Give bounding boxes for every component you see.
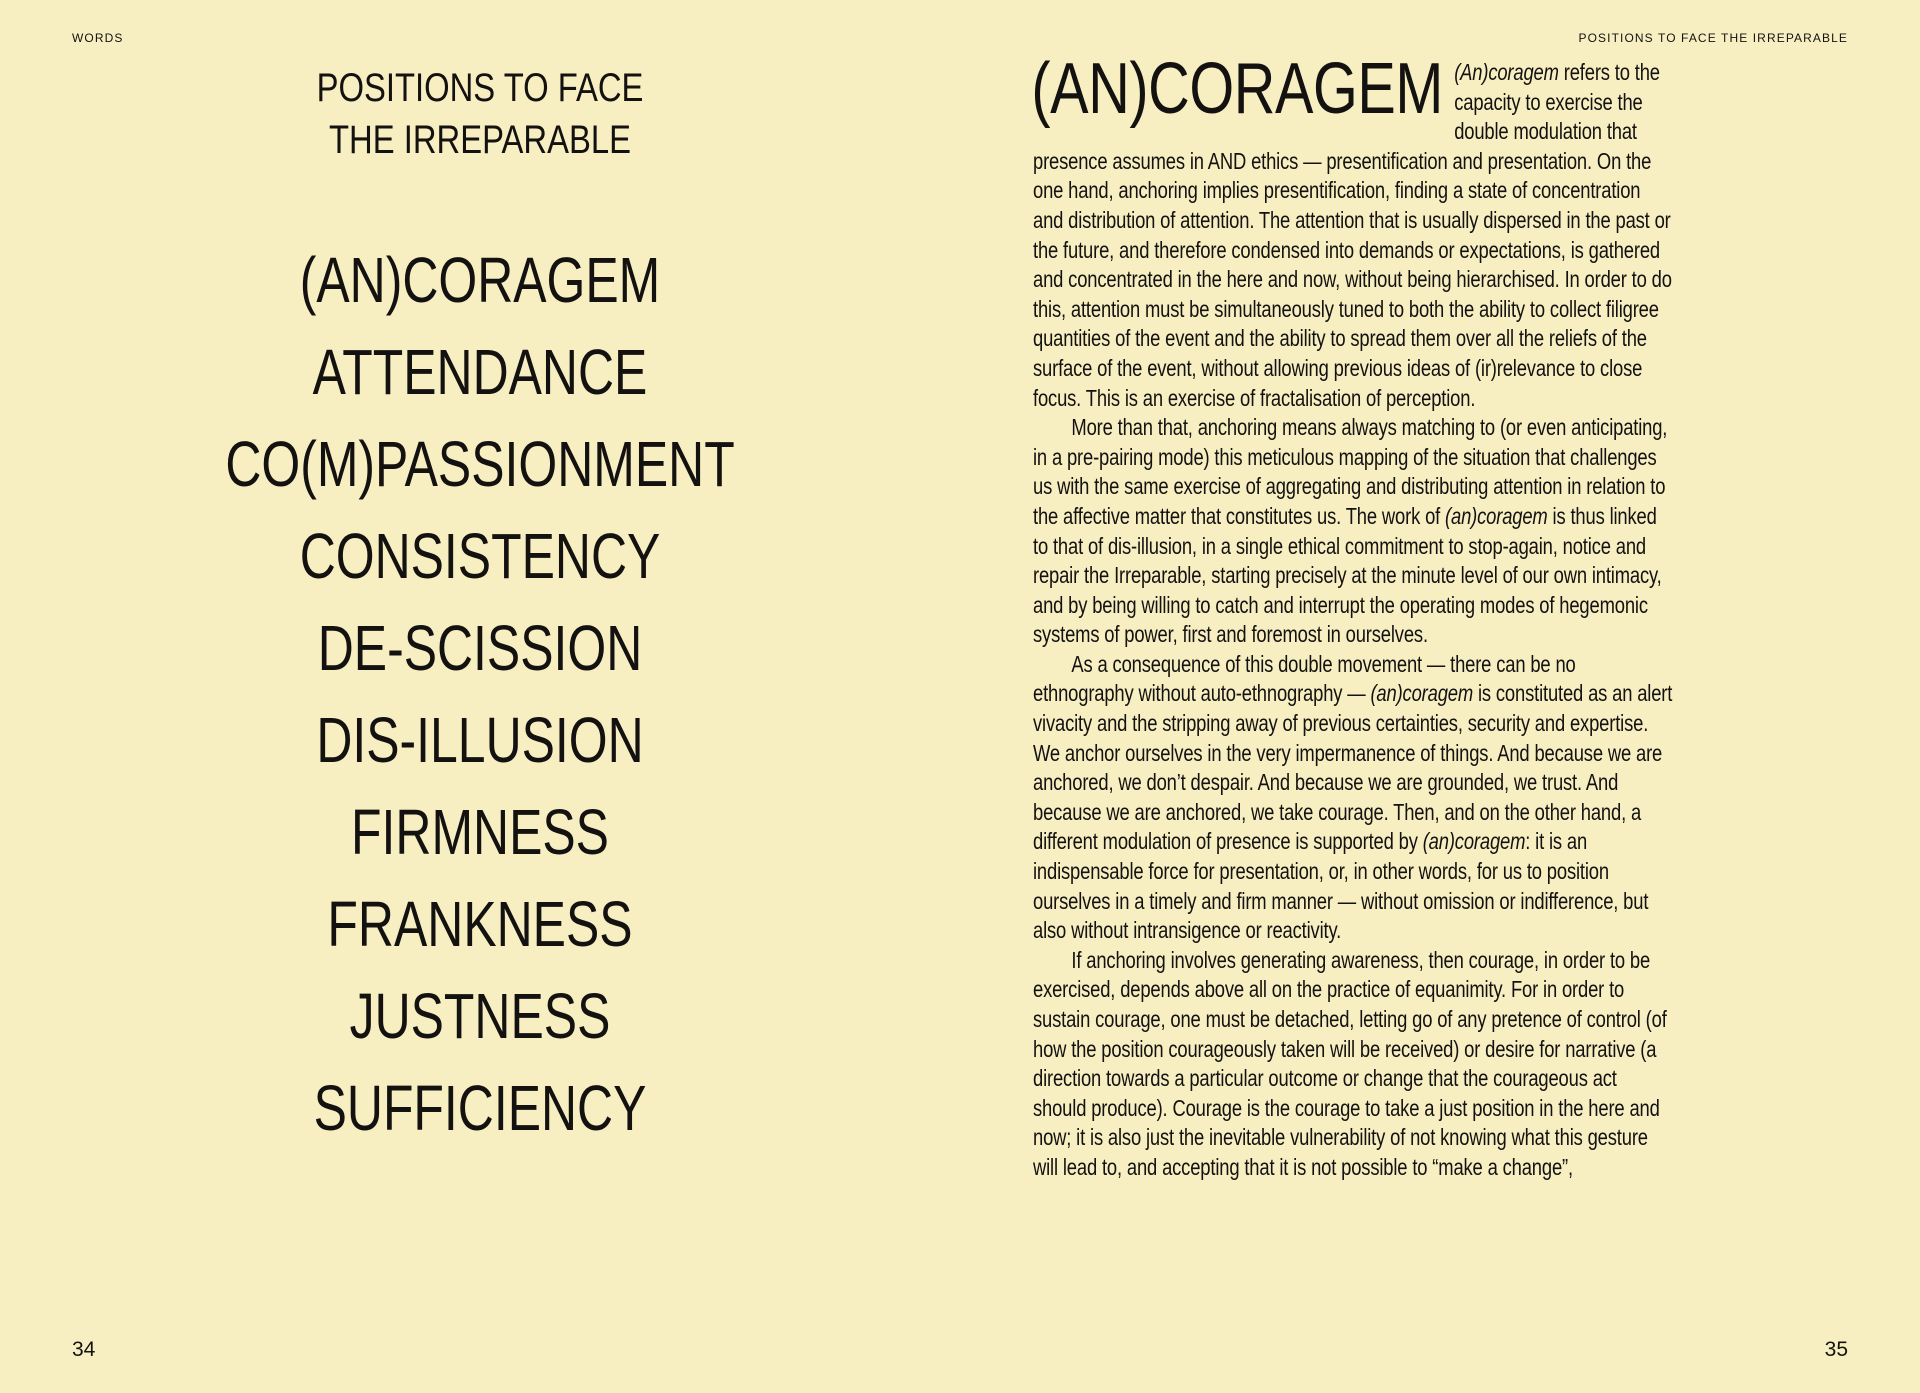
word-list-item: FRANKNESS xyxy=(327,888,633,960)
article-body xyxy=(1031,49,1673,1183)
word-list-item: CONSISTENCY xyxy=(299,520,661,592)
word-list-item: DIS-ILLUSION xyxy=(316,704,644,776)
term-italic: (an)coragem xyxy=(1422,828,1526,855)
paragraph-2 xyxy=(1033,413,1673,650)
word-list-item: FIRMNESS xyxy=(351,796,609,868)
section-title-line-1: POSITIONS TO FACE xyxy=(316,66,644,110)
running-head-right: POSITIONS TO FACE THE IRREPARABLE xyxy=(1578,31,1848,45)
paragraph-3 xyxy=(1033,650,1673,946)
paragraph-4: If anchoring involves generating awareness, then courage, in order to be exercised, depends above all on the practice of equanimity. For in order to sustain courage, one must be detached, letting go of any pretence of control (of how the position courageously taken will be received) or desire for narrative (a direction towards a particular outcome or change that the courageous act should produce). Courage is the courage to take a just position in the here and now; it is also just the inevitable vulnerability of not knowing what this gesture will lead to, and accepting that it is not possible to “make a change”, xyxy=(1033,946,1667,1180)
word-list-item: CO(M)PASSIONMENT xyxy=(225,428,735,500)
article-heading: (AN)CORAGEM xyxy=(1031,49,1443,129)
term-italic: (An)coragem xyxy=(1454,59,1559,85)
word-list-item: (AN)CORAGEM xyxy=(299,244,661,316)
paragraph-3-text-a: As a consequence of this double movement — there can be no ethnography without auto-ethnography — xyxy=(1033,650,1576,707)
paragraph-1 xyxy=(1031,49,1673,413)
positions-word-list xyxy=(80,234,880,1154)
paragraph-2-text-a: More than that, anchoring means always matching to (or even anticipating, in a pre-pairing mode) this meticulous mapping of the situation that challenges us with the same exercise of aggregating and distributing attention in relation to the affective matter that constitutes us. The work of xyxy=(1033,414,1668,529)
term-italic: (an)coragem xyxy=(1370,680,1474,707)
paragraph-1-text: refers to the capacity to exercise the double modulation that presence assumes in AND ethics — presentification and presentation. On the one hand, anchoring implies presentification, finding a state of concentration and distribution of attention. The attention that is usually dispersed in the past or the future, and therefore condensed into demands or expectations, is gathered and concentrated in the here and now, without being hierarchised. In order to do this, attention must be simultaneously tuned to both the ability to collect filigree quantities of the event and the ability to spread them over all the reliefs of the surface of the event, without allowing previous ideas of (ir)relevance to close focus. This is an exercise of fractalisation of perception. xyxy=(1033,59,1672,411)
section-title-line-2: THE IRREPARABLE xyxy=(329,118,631,162)
word-list-item: ATTENDANCE xyxy=(312,336,648,408)
word-list-item: JUSTNESS xyxy=(349,980,611,1052)
paragraph-3-text-b: is constituted as an alert vivacity and the stripping away of previous certainties, security and expertise. We anchor ourselves in the very impermanence of things. And because we are anchored, we don’t despair. And because we are grounded, we trust. And because we are anchored, we take courage. Then, and on the other hand, a different modulation of presence is supported by xyxy=(1033,680,1673,855)
word-list-item: DE-SCISSION xyxy=(317,612,643,684)
page-number-left: 34 xyxy=(72,1338,96,1361)
page-number-right: 35 xyxy=(1824,1338,1848,1361)
word-list-item: SUFFICIENCY xyxy=(313,1072,647,1144)
running-head-left: WORDS xyxy=(72,31,124,45)
paragraph-3-text-c: : it is an indispensable force for presentation, or, in other words, for us to position ourselves in a timely and firm manner — without omission or indifference, but also without intransigence or reactivity. xyxy=(1033,828,1649,944)
paragraph-2-text-b: is thus linked to that of dis-illusion, in a single ethical commitment to stop-again, notice and repair the Irreparable, starting precisely at the minute level of our own intimacy, and by being willing to catch and interrupt the operating modes of hegemonic systems of power, first and foremost in ourselves. xyxy=(1033,502,1662,648)
term-italic: (an)coragem xyxy=(1445,502,1548,529)
section-title xyxy=(234,62,726,166)
